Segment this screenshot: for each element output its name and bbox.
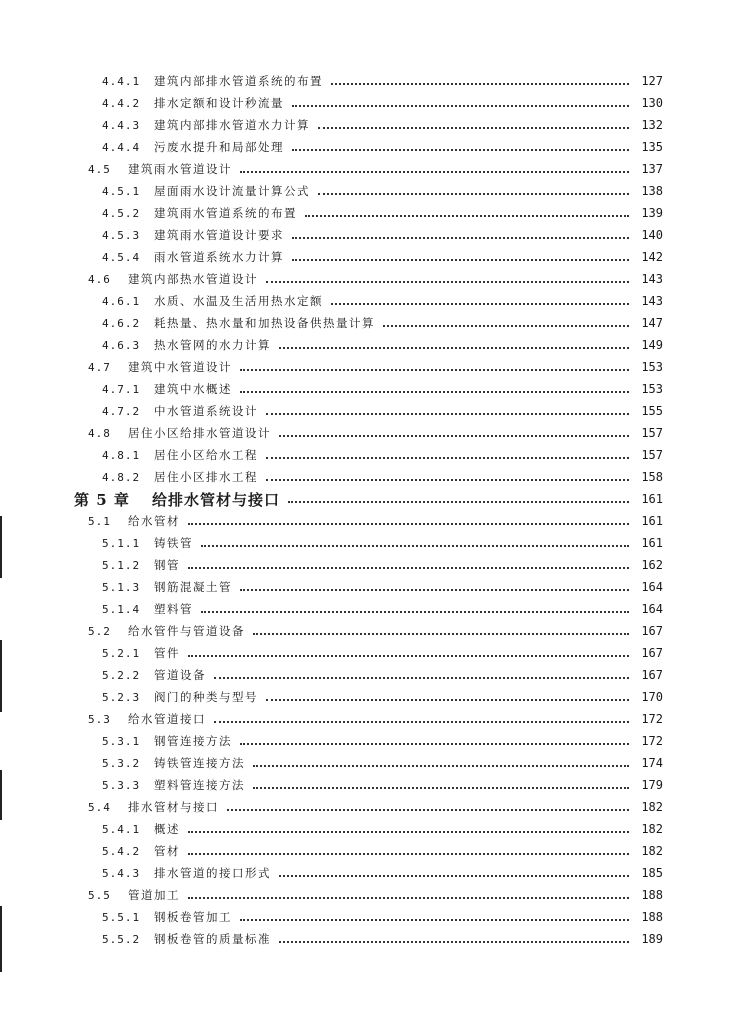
toc-entry-title: 建筑内部排水管道系统的布置	[154, 74, 323, 88]
toc-entry-number: 4.6	[88, 272, 111, 286]
dot-leader	[266, 478, 629, 481]
toc-entry-page: 147	[641, 316, 663, 330]
toc-entry-title: 排水管材与接口	[128, 800, 219, 814]
toc-entry-page: 139	[641, 206, 663, 220]
toc-entry	[0, 136, 741, 158]
dot-leader	[331, 302, 629, 305]
toc-entry	[0, 708, 741, 730]
toc-entry	[0, 114, 741, 136]
toc-entry	[0, 510, 741, 532]
toc-entry-number: 5.1.3	[102, 580, 141, 594]
toc-entry-page: 182	[641, 844, 663, 858]
scan-margin-line	[0, 516, 2, 578]
toc-entry-title: 管材	[154, 844, 180, 858]
dot-leader	[318, 192, 629, 195]
toc-entry-number: 4.7.2	[102, 404, 141, 418]
dot-leader	[188, 896, 629, 899]
dot-leader	[227, 808, 629, 811]
dot-leader	[214, 676, 629, 679]
toc-entry	[0, 862, 741, 884]
toc-entry-title: 排水定额和设计秒流量	[154, 96, 284, 110]
toc-entry	[0, 356, 741, 378]
toc-entry	[0, 730, 741, 752]
toc-entry-number: 4.8	[88, 426, 111, 440]
toc-entry-title: 居住小区排水工程	[154, 470, 258, 484]
toc-entry-page: 155	[641, 404, 663, 418]
toc-entry-title: 热水管网的水力计算	[154, 338, 271, 352]
toc-entry-page: 130	[641, 96, 663, 110]
toc-entry-page: 135	[641, 140, 663, 154]
toc-entry-title: 钢管连接方法	[154, 734, 232, 748]
toc-entry-number: 5.3.2	[102, 756, 141, 770]
toc-entry-page: 142	[641, 250, 663, 264]
toc-entry-number: 4.7	[88, 360, 111, 374]
toc-entry-number: 5.3	[88, 712, 111, 726]
toc-entry	[0, 686, 741, 708]
toc-entry-page: 149	[641, 338, 663, 352]
toc-entry	[0, 884, 741, 906]
toc-entry	[0, 378, 741, 400]
toc-entry-number: 5.1.4	[102, 602, 141, 616]
toc-entry	[0, 180, 741, 202]
toc-entry-number: 5.2.3	[102, 690, 141, 704]
toc-entry-title: 屋面雨水设计流量计算公式	[154, 184, 310, 198]
toc-entry	[0, 158, 741, 180]
toc-entry	[0, 840, 741, 862]
toc-entry-title: 概述	[154, 822, 180, 836]
toc-entry-number: 4.4.1	[102, 74, 141, 88]
dot-leader	[292, 236, 629, 239]
toc-entry	[0, 92, 741, 114]
toc-entry-number: 5.2.1	[102, 646, 141, 660]
toc-entry-title: 钢板卷管的质量标准	[154, 932, 271, 946]
toc-entry	[0, 642, 741, 664]
toc-entry-number: 4.8.1	[102, 448, 141, 462]
toc-entry-page: 167	[641, 668, 663, 682]
dot-leader	[305, 214, 629, 217]
toc-entry-title: 雨水管道系统水力计算	[154, 250, 284, 264]
dot-leader	[188, 852, 629, 855]
toc-entry-number: 5.2	[88, 624, 111, 638]
toc-entry-number: 5.4.3	[102, 866, 141, 880]
toc-entry	[0, 334, 741, 356]
toc-entry-title: 给排水管材与接口	[152, 490, 281, 509]
toc-entry-page: 164	[641, 602, 663, 616]
toc-entry-page: 153	[641, 360, 663, 374]
toc-entry	[0, 664, 741, 686]
toc-entry-page: 143	[641, 294, 663, 308]
toc-entry-page: 138	[641, 184, 663, 198]
dot-leader	[383, 324, 629, 327]
dot-leader	[188, 566, 629, 569]
dot-leader	[266, 456, 629, 459]
toc-entry-title: 居住小区给排水管道设计	[128, 426, 271, 440]
toc-entry-number: 4.5.2	[102, 206, 141, 220]
toc-entry-number: 4.6.1	[102, 294, 141, 308]
toc-entry-title: 给水管件与管道设备	[128, 624, 245, 638]
toc-entry-page: 158	[641, 470, 663, 484]
dot-leader	[240, 390, 629, 393]
dot-leader	[214, 720, 629, 723]
toc-entry-page: 182	[641, 822, 663, 836]
toc-entry	[0, 290, 741, 312]
toc-entry-page: 189	[641, 932, 663, 946]
toc-entry	[0, 752, 741, 774]
toc-entry-page: 164	[641, 580, 663, 594]
toc-entry-title: 中水管道系统设计	[154, 404, 258, 418]
toc-entry-number: 5.4	[88, 800, 111, 814]
toc-entry	[0, 818, 741, 840]
dot-leader	[253, 764, 629, 767]
dot-leader	[188, 830, 629, 833]
toc-entry	[0, 400, 741, 422]
toc-entry-number: 4.4.2	[102, 96, 141, 110]
toc-entry-number: 5.5.1	[102, 910, 141, 924]
toc-entry	[0, 246, 741, 268]
toc-entry	[0, 928, 741, 950]
toc-entry-title: 耗热量、热水量和加热设备供热量计算	[154, 316, 375, 330]
toc-entry-title: 建筑内部排水管道水力计算	[154, 118, 310, 132]
toc-entry	[0, 554, 741, 576]
toc-entry-title: 建筑雨水管道设计要求	[154, 228, 284, 242]
toc-entry-title: 铸铁管	[154, 536, 193, 550]
toc-entry-title: 水质、水温及生活用热水定额	[154, 294, 323, 308]
toc-entry-number: 4.8.2	[102, 470, 141, 484]
toc-entry	[0, 444, 741, 466]
toc-entry-number: 5.2.2	[102, 668, 141, 682]
toc-entry-page: 132	[641, 118, 663, 132]
toc-entry-page: 140	[641, 228, 663, 242]
toc-entry-number: 5.3.1	[102, 734, 141, 748]
toc-entry-title: 居住小区给水工程	[154, 448, 258, 462]
dot-leader	[240, 588, 629, 591]
toc-entry-page: 127	[641, 74, 663, 88]
dot-leader	[266, 412, 629, 415]
toc-entry	[0, 466, 741, 488]
toc-entry-number: 4.7.1	[102, 382, 141, 396]
dot-leader	[292, 148, 629, 151]
toc-entry-title: 建筑雨水管道设计	[128, 162, 232, 176]
toc-entry-page: 161	[641, 536, 663, 550]
dot-leader	[279, 940, 629, 943]
dot-leader	[240, 368, 629, 371]
toc-entry-number: 4.4.4	[102, 140, 141, 154]
toc-entry-number: 5.4.1	[102, 822, 141, 836]
toc-entry-page: 179	[641, 778, 663, 792]
toc-entry-title: 给水管道接口	[128, 712, 206, 726]
toc-chapter-entry	[0, 488, 741, 510]
dot-leader	[188, 654, 629, 657]
toc-entry-page: 143	[641, 272, 663, 286]
toc-entry-title: 管道设备	[154, 668, 206, 682]
dot-leader	[279, 346, 629, 349]
toc-entry-page: 172	[641, 712, 663, 726]
toc-entry-title: 钢板卷管加工	[154, 910, 232, 924]
toc-entry-number: 5.3.3	[102, 778, 141, 792]
toc-entry-title: 建筑内部热水管道设计	[128, 272, 258, 286]
dot-leader	[292, 258, 629, 261]
toc-entry-title: 阀门的种类与型号	[154, 690, 258, 704]
toc-entry-number: 5.4.2	[102, 844, 141, 858]
toc-entry-number: 5.1.2	[102, 558, 141, 572]
toc-entry-page: 185	[641, 866, 663, 880]
toc-entry-title: 建筑中水概述	[154, 382, 232, 396]
toc-entry-number: 5.5.2	[102, 932, 141, 946]
toc-entry	[0, 774, 741, 796]
toc-entry-number: 4.5	[88, 162, 111, 176]
toc-entry-number: 4.5.4	[102, 250, 141, 264]
toc-entry	[0, 576, 741, 598]
dot-leader	[201, 610, 629, 613]
dot-leader	[201, 544, 629, 547]
toc-entry-page: 157	[641, 448, 663, 462]
toc-entry-page: 182	[641, 800, 663, 814]
dot-leader	[240, 918, 629, 921]
toc-entry-page: 162	[641, 558, 663, 572]
toc-entry-number: 5.1	[88, 514, 111, 528]
toc-entry	[0, 312, 741, 334]
toc-entry-title: 建筑中水管道设计	[128, 360, 232, 374]
toc-entry	[0, 202, 741, 224]
toc-entry	[0, 224, 741, 246]
toc-entry-page: 172	[641, 734, 663, 748]
toc-entry-page: 137	[641, 162, 663, 176]
toc-entry	[0, 422, 741, 444]
toc-entry-number: 4.4.3	[102, 118, 141, 132]
toc-entry-page: 153	[641, 382, 663, 396]
dot-leader	[240, 742, 629, 745]
toc-entry-page: 174	[641, 756, 663, 770]
dot-leader	[266, 698, 629, 701]
dot-leader	[188, 522, 629, 525]
toc-entry	[0, 532, 741, 554]
toc-entry-number: 4.5.3	[102, 228, 141, 242]
dot-leader	[240, 170, 629, 173]
scan-margin-line	[0, 640, 2, 712]
dot-leader	[288, 500, 629, 503]
toc-entry	[0, 268, 741, 290]
toc-entry-number: 4.5.1	[102, 184, 141, 198]
dot-leader	[253, 632, 629, 635]
toc-entry-page: 161	[641, 514, 663, 528]
toc-entry-title: 钢筋混凝土管	[154, 580, 232, 594]
toc-entry-title: 建筑雨水管道系统的布置	[154, 206, 297, 220]
toc-entry-number: 4.6.3	[102, 338, 141, 352]
dot-leader	[279, 874, 629, 877]
toc-entry-title: 管件	[154, 646, 180, 660]
toc-entry-number: 第 5 章	[74, 490, 130, 509]
toc-entry	[0, 796, 741, 818]
toc-entry-page: 161	[641, 492, 663, 506]
toc-entry-title: 塑料管	[154, 602, 193, 616]
toc-entry-page: 188	[641, 910, 663, 924]
toc-entry	[0, 906, 741, 928]
toc-entry-title: 排水管道的接口形式	[154, 866, 271, 880]
toc-entry-title: 给水管材	[128, 514, 180, 528]
scan-margin-line	[0, 770, 2, 820]
toc-entry-page: 188	[641, 888, 663, 902]
toc-entry-title: 钢管	[154, 558, 180, 572]
dot-leader	[279, 434, 629, 437]
dot-leader	[253, 786, 629, 789]
toc-entry	[0, 620, 741, 642]
dot-leader	[266, 280, 629, 283]
scan-margin-line	[0, 906, 2, 972]
toc-entry	[0, 70, 741, 92]
toc-entry-page: 167	[641, 624, 663, 638]
toc-entry-page: 167	[641, 646, 663, 660]
dot-leader	[331, 82, 629, 85]
toc-entry	[0, 598, 741, 620]
toc-entry-number: 4.6.2	[102, 316, 141, 330]
toc-entry-number: 5.1.1	[102, 536, 141, 550]
toc-entry-title: 铸铁管连接方法	[154, 756, 245, 770]
dot-leader	[292, 104, 629, 107]
dot-leader	[318, 126, 629, 129]
toc-entry-title: 污废水提升和局部处理	[154, 140, 284, 154]
toc-entry-page: 170	[641, 690, 663, 704]
toc-entry-page: 157	[641, 426, 663, 440]
toc-entry-number: 5.5	[88, 888, 111, 902]
toc-entry-title: 塑料管连接方法	[154, 778, 245, 792]
toc-entry-title: 管道加工	[128, 888, 180, 902]
